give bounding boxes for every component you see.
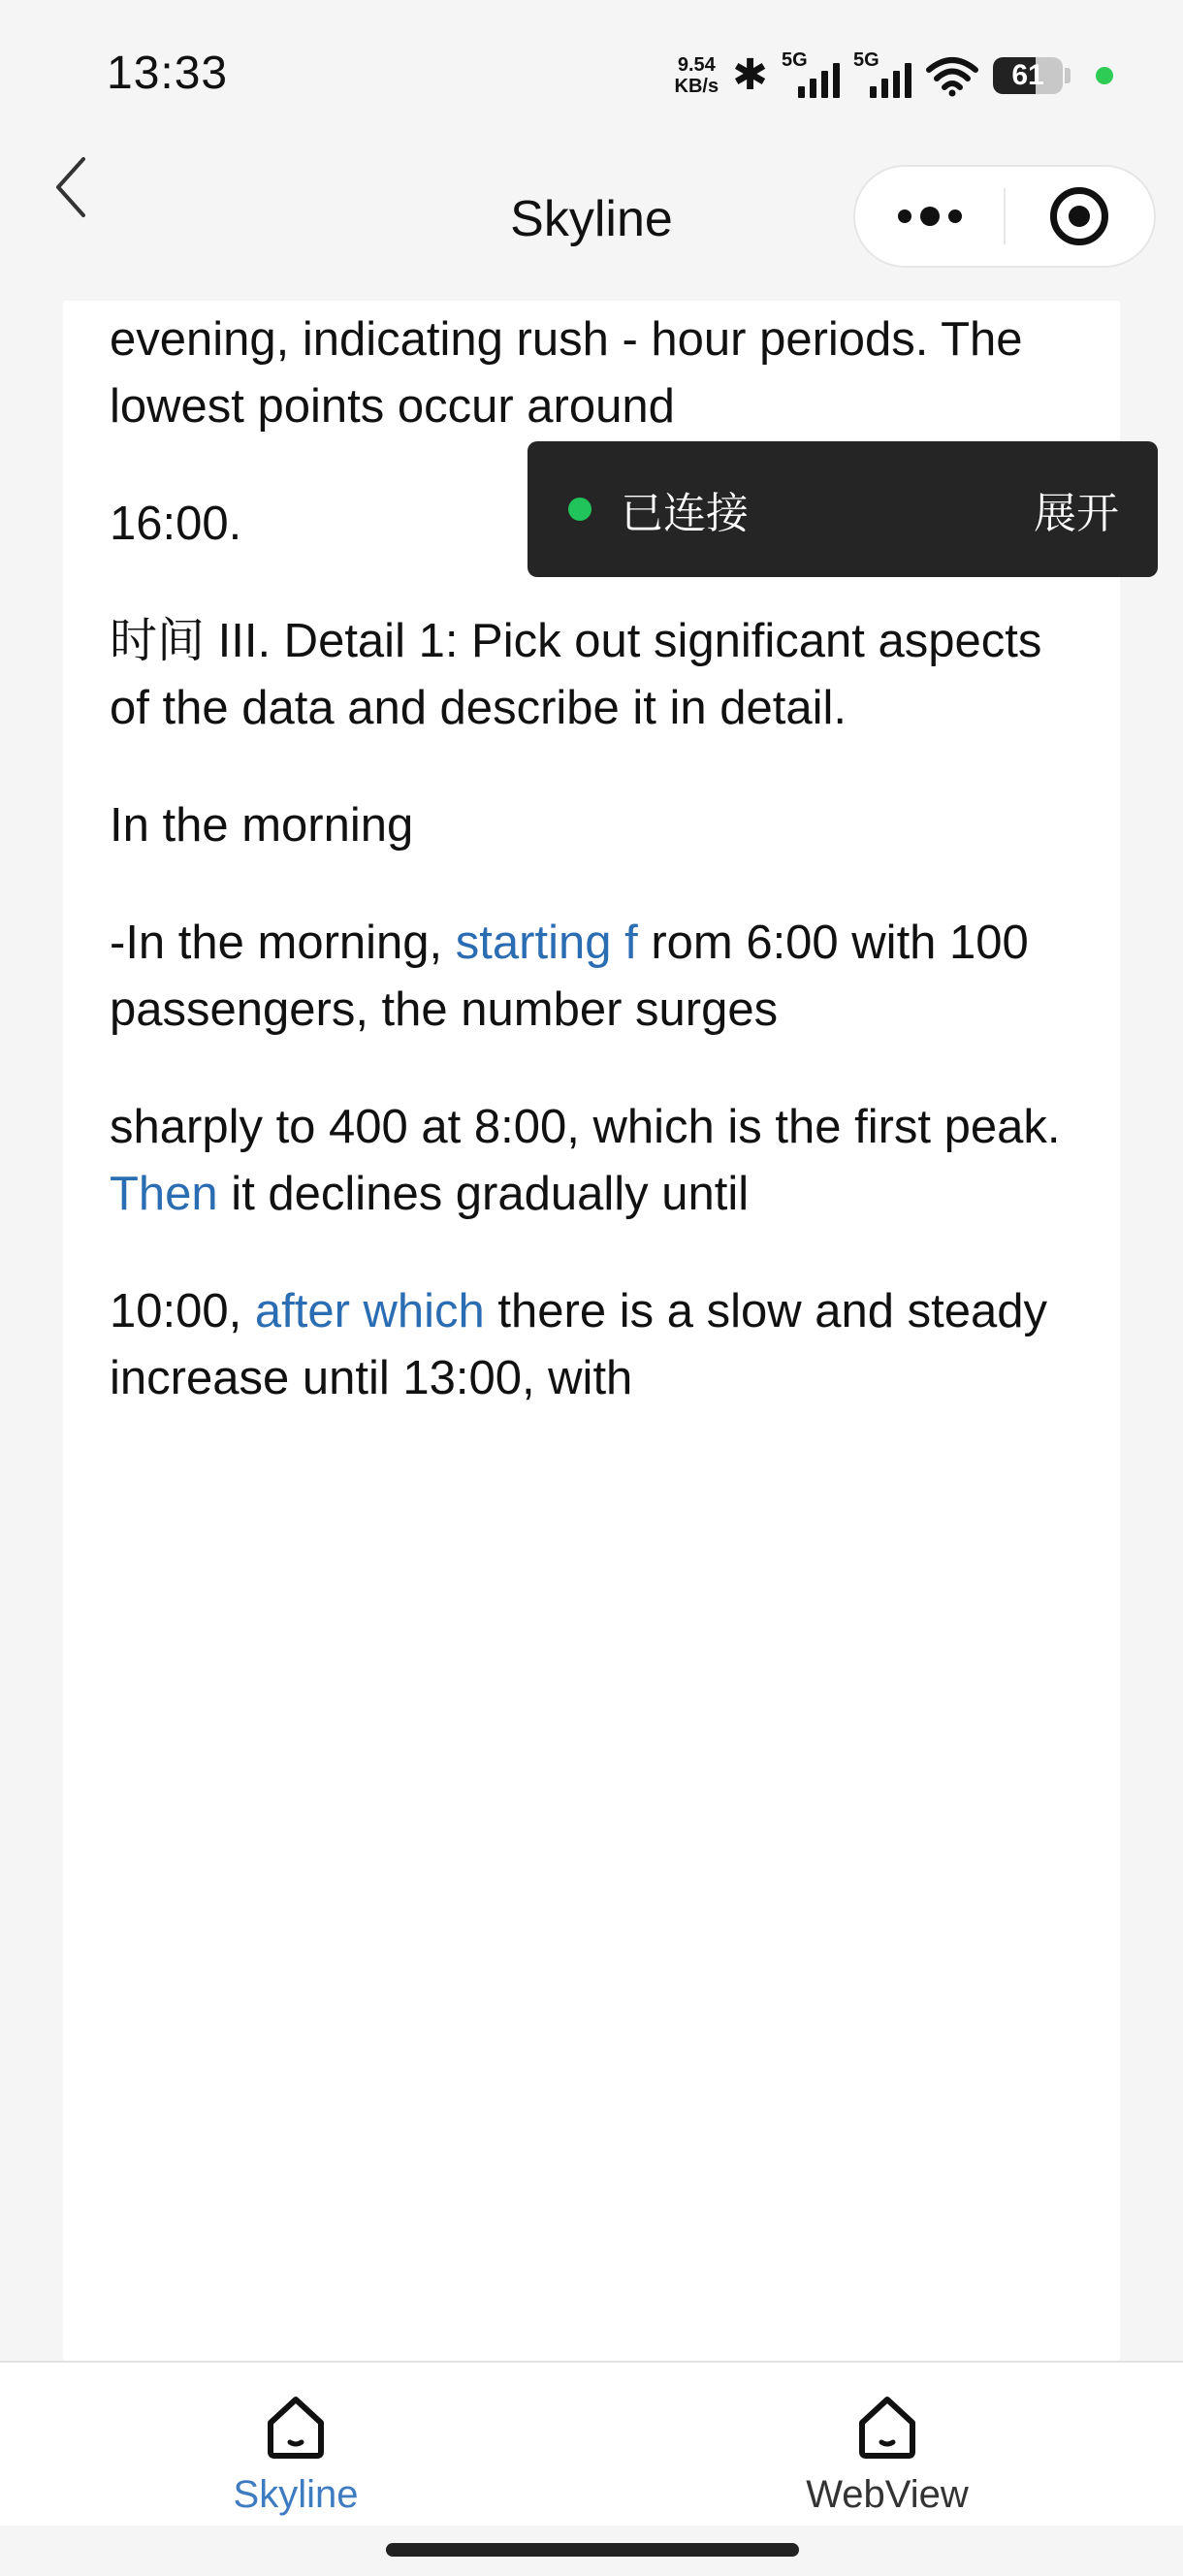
more-dot-icon: [898, 209, 911, 223]
tab-webview[interactable]: [592, 2363, 1183, 2526]
network-speed-unit: KB/s: [674, 76, 719, 97]
sim2-label: 5G: [853, 49, 879, 71]
paragraph-text: In the morning: [110, 799, 414, 852]
article-paragraph: [110, 910, 1089, 1044]
connection-toast: [528, 441, 1158, 577]
article-paragraph: [110, 1278, 1089, 1412]
battery-tip: [1065, 68, 1071, 83]
home-indicator[interactable]: [386, 2543, 799, 2557]
expand-button[interactable]: 展开: [1034, 490, 1119, 537]
content-card: [63, 301, 1120, 2361]
article-paragraph: [110, 792, 1089, 859]
paragraph-text: there is a slow and steady increase until 13:00, with: [110, 1285, 1047, 1404]
paragraph-text: sharply to 400 at 8:00, which is the first peak.: [110, 1101, 1061, 1153]
tab-skyline[interactable]: [0, 2363, 592, 2526]
home-icon: [848, 2388, 926, 2465]
status-bar: [0, 0, 1183, 145]
more-dot-icon: [948, 209, 962, 223]
article-paragraph: [110, 1094, 1089, 1228]
highlighted-phrase: after which: [254, 1285, 485, 1337]
home-icon: [257, 2388, 335, 2465]
network-speed: [675, 54, 719, 97]
connection-status: 已连接: [621, 490, 749, 537]
signal-icon: [853, 51, 911, 100]
highlighted-phrase: starting f: [455, 917, 638, 969]
paragraph-text: evening, indicating rush - hour periods. The lowest points occur around: [110, 313, 1023, 433]
more-dot-icon: [920, 207, 940, 226]
close-mini-program-button[interactable]: [1006, 167, 1154, 266]
tab-label: WebView: [806, 2473, 969, 2516]
paragraph-text: it declines gradually until: [217, 1168, 750, 1220]
mini-program-capsule: [853, 165, 1156, 268]
battery-level: 61: [1011, 59, 1044, 91]
paragraph-text: rom 6:00 with 100 passengers, the number surges: [110, 917, 1029, 1036]
privacy-indicator-dot: [1096, 67, 1113, 84]
paragraph-text: -In the morning,: [110, 917, 456, 969]
connected-dot-icon: [568, 498, 592, 521]
article-paragraph: [110, 608, 1089, 742]
sim1-label: 5G: [782, 49, 808, 71]
paragraph-text: 时间 III. Detail 1: Pick out significant aspects of the data and describe it in detail.: [110, 615, 1042, 734]
tab-bar: [0, 2361, 1183, 2526]
paragraph-text: 10:00,: [110, 1285, 255, 1337]
bluetooth-icon: ✱: [732, 51, 768, 99]
status-time: 13:33: [107, 48, 229, 99]
more-options-button[interactable]: [855, 167, 1004, 266]
network-speed-value: 9.54: [677, 54, 716, 76]
page-title: Skyline: [510, 191, 673, 247]
signal-icon: [782, 51, 840, 100]
wifi-icon: [925, 54, 979, 97]
battery-icon: [993, 57, 1063, 94]
status-icons: [675, 47, 1113, 105]
paragraph-text: 16:00.: [110, 498, 242, 550]
tab-label: Skyline: [233, 2473, 359, 2516]
target-icon: [1050, 187, 1108, 245]
article-paragraph: [110, 306, 1089, 440]
highlighted-phrase: Then: [110, 1168, 218, 1220]
